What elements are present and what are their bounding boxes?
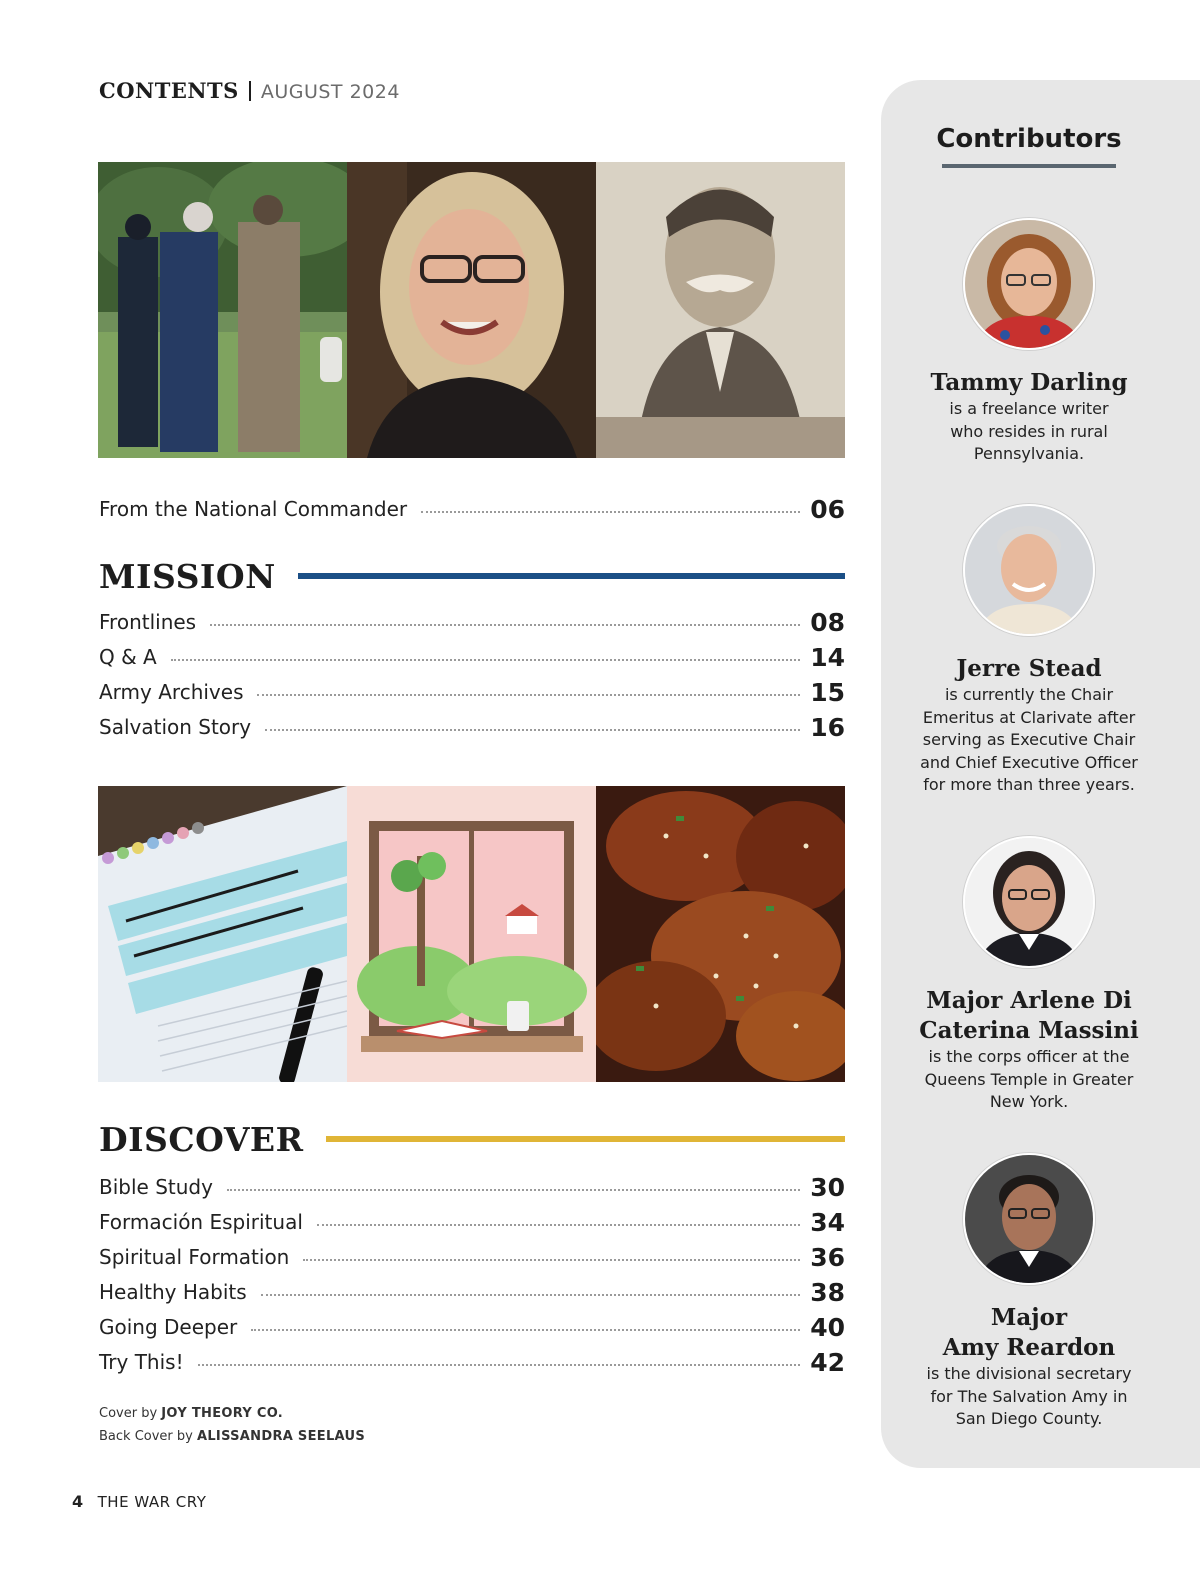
toc-item-q-and-a[interactable] <box>99 640 845 674</box>
page-footer <box>72 1492 206 1511</box>
bio-line: is the divisional secretary <box>926 1364 1132 1383</box>
cover-credit <box>99 1402 365 1425</box>
toc-item-salvation-story[interactable] <box>99 710 845 744</box>
dot-leader <box>317 1224 800 1226</box>
toc-item-healthy-habits[interactable] <box>99 1275 845 1309</box>
name-line: Amy Reardon <box>942 1334 1116 1361</box>
toc-item-army-archives[interactable] <box>99 675 845 709</box>
avatar <box>963 504 1095 636</box>
middle-image-row <box>98 786 846 1082</box>
bio-line: Queens Temple in Greater <box>924 1069 1134 1089</box>
contents-heading: CONTENTS <box>99 78 239 103</box>
dot-leader <box>198 1364 801 1366</box>
cover-credits <box>99 1402 365 1448</box>
toc-item-label: Going Deeper <box>99 1315 238 1339</box>
avatar <box>963 218 1095 350</box>
toc-item-page: 08 <box>810 607 845 637</box>
dot-leader <box>421 511 800 513</box>
dot-leader <box>303 1259 800 1261</box>
bio-line: serving as Executive Chair <box>922 730 1136 749</box>
bio-line: for The Salvation Amy in <box>930 1386 1128 1406</box>
contributor-tammy-darling <box>881 218 1177 466</box>
toc-item-label: Formación Espiritual <box>99 1210 303 1234</box>
toc-item-page: 30 <box>810 1172 845 1202</box>
woman-portrait-photo <box>347 162 596 458</box>
toc-item-going-deeper[interactable] <box>99 1310 845 1344</box>
top-image-row <box>98 162 846 458</box>
chicken-wings-photo <box>596 786 845 1082</box>
toc-item-national-commander[interactable] <box>99 492 845 526</box>
dot-leader <box>257 694 800 696</box>
toc-item-label: From the National Commander <box>99 497 408 521</box>
bio-line: is the corps officer at the <box>928 1047 1130 1066</box>
page-header <box>99 78 400 103</box>
bio-line: San Diego County. <box>955 1409 1103 1428</box>
contributor-bio <box>881 1363 1177 1431</box>
toc-item-label: Healthy Habits <box>99 1280 247 1304</box>
toc-item-label: Bible Study <box>99 1175 213 1199</box>
contributor-name <box>881 1303 1177 1363</box>
dot-leader <box>210 624 800 626</box>
bio-line: is currently the Chair <box>944 685 1114 704</box>
toc-item-bible-study[interactable] <box>99 1170 845 1204</box>
cover-credit-name: JOY THEORY CO. <box>161 1406 284 1421</box>
dot-leader <box>227 1189 800 1191</box>
toc-item-spiritual-formation[interactable] <box>99 1240 845 1274</box>
toc-item-label: Try This! <box>99 1350 184 1374</box>
dot-leader <box>261 1294 801 1296</box>
toc-item-page: 34 <box>810 1207 845 1237</box>
contributor-name <box>881 986 1177 1046</box>
discover-section-heading <box>99 1118 845 1160</box>
toc-item-page: 40 <box>810 1312 845 1342</box>
historical-man-portrait-photo <box>596 162 845 458</box>
contributors-sidebar <box>881 80 1200 1468</box>
back-cover-credit-name: ALISSANDRA SEELAUS <box>196 1429 366 1444</box>
mission-section-heading <box>99 555 845 597</box>
avatar <box>963 1153 1095 1285</box>
bio-line: Emeritus at Clarivate after <box>922 707 1136 727</box>
section-title: MISSION <box>99 556 276 596</box>
issue-date: AUGUST 2024 <box>260 81 400 103</box>
name-line: Major Arlene Di <box>926 987 1132 1014</box>
section-title: DISCOVER <box>99 1119 304 1159</box>
toc-item-frontlines[interactable] <box>99 605 845 639</box>
dot-leader <box>265 729 800 731</box>
bio-line: is a freelance writer <box>949 399 1109 418</box>
bio-line: Pennsylvania. <box>973 444 1085 463</box>
contributors-title: Contributors <box>936 124 1122 154</box>
bio-line: and Chief Executive Officer <box>920 752 1138 772</box>
contributor-name: Tammy Darling <box>930 369 1128 396</box>
bio-line: who resides in rural <box>950 421 1108 441</box>
toc-item-page: 06 <box>810 494 845 524</box>
contributor-bio <box>881 1046 1177 1114</box>
priorities-notepad-photo <box>98 786 347 1082</box>
soldiers-saluting-photo <box>98 162 347 458</box>
cover-credit-prefix: Cover by <box>99 1406 158 1421</box>
mission-rule <box>298 573 845 579</box>
publication-name: THE WAR CRY <box>97 1493 207 1511</box>
header-divider <box>249 81 251 101</box>
toc-item-page: 15 <box>810 677 845 707</box>
toc-item-page: 14 <box>810 642 845 672</box>
contributor-amy-reardon <box>881 1153 1177 1431</box>
discover-rule <box>326 1136 846 1142</box>
toc-item-page: 38 <box>810 1277 845 1307</box>
toc-item-page: 42 <box>810 1347 845 1377</box>
toc-item-try-this[interactable] <box>99 1345 845 1379</box>
toc-item-formacion-espiritual[interactable] <box>99 1205 845 1239</box>
page-number: 4 <box>72 1492 84 1511</box>
name-line: Major <box>990 1304 1068 1331</box>
bio-line: New York. <box>989 1092 1069 1111</box>
toc-item-label: Frontlines <box>99 610 197 634</box>
back-cover-credit <box>99 1425 365 1448</box>
contributors-underline <box>942 164 1116 168</box>
toc-item-page: 16 <box>810 712 845 742</box>
toc-item-page: 36 <box>810 1242 845 1272</box>
toc-item-label: Salvation Story <box>99 715 252 739</box>
name-line: Caterina Massini <box>919 1017 1139 1044</box>
dot-leader <box>251 1329 800 1331</box>
toc-item-label: Q & A <box>99 645 157 669</box>
dot-leader <box>171 659 800 661</box>
toc-item-label: Spiritual Formation <box>99 1245 290 1269</box>
bio-line: for more than three years. <box>923 775 1135 794</box>
contributor-bio <box>881 684 1177 797</box>
contributor-jerre-stead <box>881 504 1177 797</box>
toc-item-label: Army Archives <box>99 680 244 704</box>
avatar <box>963 836 1095 968</box>
back-cover-credit-prefix: Back Cover by <box>99 1429 193 1444</box>
contributor-name: Jerre Stead <box>956 655 1102 682</box>
contributor-bio <box>881 398 1177 466</box>
contributor-arlene-di-caterina-massini <box>881 836 1177 1114</box>
window-illustration <box>347 786 596 1082</box>
